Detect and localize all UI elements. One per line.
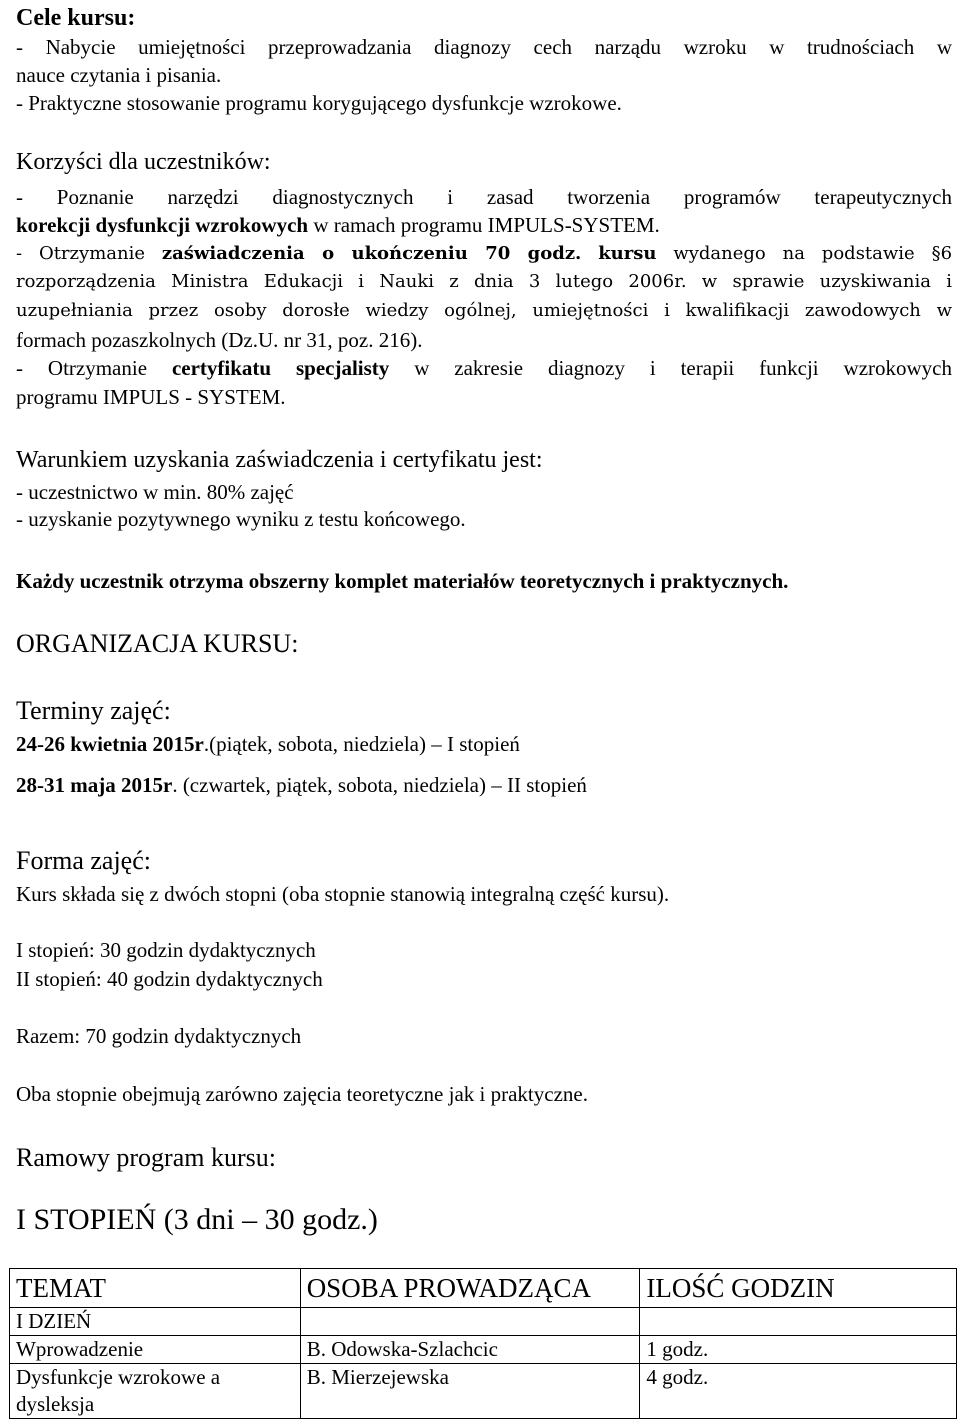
termin-1-rest: .(piątek, sobota, niedziela) – I stopień bbox=[203, 732, 520, 756]
korzysci-line-3-a: - Otrzymanie bbox=[16, 243, 162, 264]
table-day-label: I DZIEŃ bbox=[10, 1308, 301, 1336]
heading-cele: Cele kursu: bbox=[16, 5, 136, 31]
heading-korzysci: Korzyści dla uczestników: bbox=[16, 149, 271, 175]
table-cell bbox=[300, 1308, 640, 1336]
korzysci-line-3-bold: zaświadczenia o ukończeniu 70 godz. bbox=[161, 243, 582, 264]
table-cell-osoba: B. Mierzejewska bbox=[300, 1364, 640, 1419]
heading-warunki: Warunkiem uzyskania zaświadczenia i certyfikatu jest: bbox=[16, 447, 543, 473]
forma-line-2: I stopień: 30 godzin dydaktycznych bbox=[16, 938, 316, 962]
table-cell-osoba: B. Odowska-Szlachcic bbox=[300, 1336, 640, 1364]
cele-line-3: - Praktyczne stosowanie programu korygującego dysfunkcje wzrokowe. bbox=[16, 91, 622, 115]
table-cell-ilosc: 1 godz. bbox=[640, 1336, 957, 1364]
korzysci-line-6: formach pozaszkolnych (Dz.U. nr 31, poz. 216). bbox=[16, 328, 423, 352]
termin-2-rest: . (czwartek, piątek, sobota, niedziela) – II stopień bbox=[172, 773, 587, 797]
termin-2-date: 28-31 maja 2015r bbox=[16, 773, 173, 797]
materialy-note: Każdy uczestnik otrzyma obszerny komplet materiałów teoretycznych i praktycznych. bbox=[16, 569, 789, 593]
korzysci-line-4: rozporządzenia Ministra Edukacji i Nauki z dnia 3 lutego 2006r. w sprawie uzyskiwania i bbox=[16, 271, 952, 292]
termin-1 bbox=[16, 730, 520, 758]
korzysci-line-2-rest: w ramach programu IMPULS-SYSTEM. bbox=[308, 213, 660, 237]
termin-2 bbox=[16, 771, 587, 799]
korzysci-line-7-bold: certyfikatu specjalisty bbox=[171, 356, 390, 380]
heading-ramowy: Ramowy program kursu: bbox=[16, 1143, 276, 1172]
cele-line-1: - Nabycie umiejętności przeprowadzania diagnozy cech narządu wzroku w trudnościach w bbox=[16, 35, 952, 59]
heading-forma: Forma zajęć: bbox=[16, 846, 151, 875]
heading-organizacja: ORGANIZACJA KURSU: bbox=[16, 629, 299, 658]
cele-line-2: nauce czytania i pisania. bbox=[16, 63, 222, 87]
warunki-line-2: - uzyskanie pozytywnego wyniku z testu końcowego. bbox=[16, 507, 466, 531]
termin-1-date: 24-26 kwietnia 2015r bbox=[16, 732, 204, 756]
forma-line-1: Kurs składa się z dwóch stopni (oba stopnie stanowią integralną część kursu). bbox=[16, 882, 670, 906]
korzysci-line-1: - Poznanie narzędzi diagnostycznych i zasad tworzenia programów terapeutycznych bbox=[16, 185, 952, 209]
warunki-line-1: - uczestnictwo w min. 80% zajęć bbox=[16, 480, 294, 504]
korzysci-line-5: uzupełniania przez osoby dorosłe wiedzy ogólnej, umiejętności i kwalifikacji zawodowych w bbox=[16, 300, 952, 321]
korzysci-line-8: programu IMPULS - SYSTEM. bbox=[16, 385, 286, 409]
korzysci-line-3-c: wydanego na podstawie §6 bbox=[656, 243, 953, 264]
forma-line-4: Razem: 70 godzin dydaktycznych bbox=[16, 1024, 302, 1048]
table-header-temat: TEMAT bbox=[10, 1269, 301, 1308]
table-row bbox=[10, 1336, 957, 1364]
table-header-osoba: OSOBA PROWADZĄCA bbox=[300, 1269, 640, 1308]
table-cell bbox=[640, 1308, 957, 1336]
table-row bbox=[10, 1364, 957, 1419]
program-table bbox=[9, 1268, 957, 1419]
heading-stopien-1: I STOPIEŃ (3 dni – 30 godz.) bbox=[16, 1203, 378, 1236]
table-header-row bbox=[10, 1269, 957, 1308]
forma-line-3: II stopień: 40 godzin dydaktycznych bbox=[16, 967, 323, 991]
table-cell-ilosc: 4 godz. bbox=[640, 1364, 957, 1419]
forma-line-5: Oba stopnie obejmują zarówno zajęcia teoretyczne jak i praktyczne. bbox=[16, 1082, 588, 1106]
korzysci-line-3-b bbox=[581, 243, 598, 264]
korzysci-line-2 bbox=[16, 211, 660, 239]
korzysci-line-3 bbox=[16, 240, 952, 268]
korzysci-line-7-a: - Otrzymanie bbox=[16, 356, 172, 380]
table-header-ilosc: ILOŚĆ GODZIN bbox=[640, 1269, 957, 1308]
korzysci-line-7-b: w zakresie diagnozy i terapii funkcji wzrokowych bbox=[389, 356, 952, 380]
korzysci-line-3-bold2: kursu bbox=[598, 243, 657, 264]
korzysci-line-7 bbox=[16, 354, 952, 382]
table-cell-temat: Dysfunkcje wzrokowe a dysleksja bbox=[10, 1364, 301, 1419]
heading-terminy: Terminy zajęć: bbox=[16, 696, 171, 725]
korzysci-line-2-bold: korekcji dysfunkcji wzrokowych bbox=[16, 213, 309, 237]
table-cell-temat: Wprowadzenie bbox=[10, 1336, 301, 1364]
table-day-row bbox=[10, 1308, 957, 1336]
